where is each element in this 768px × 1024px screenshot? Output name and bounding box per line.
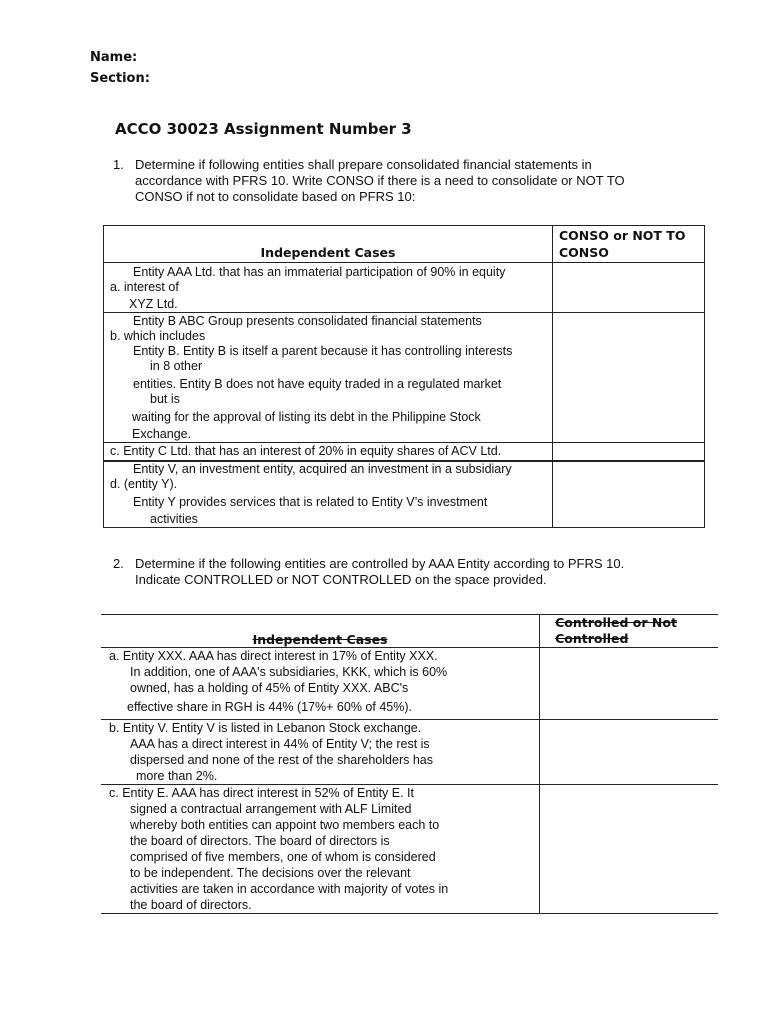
question-2 bbox=[113, 556, 693, 590]
question-1 bbox=[113, 157, 673, 207]
answer-cell-a[interactable] bbox=[552, 263, 704, 313]
answer-cell-2c[interactable] bbox=[540, 785, 718, 914]
question-2-line: Determine if the following entities are controlled by AAA Entity according to PFRS 10. bbox=[135, 556, 625, 571]
answer-cell-c[interactable] bbox=[552, 443, 704, 461]
case-c-cell: c. Entity C Ltd. that has an interest of 20% in equity shares of ACV Ltd. bbox=[104, 443, 553, 461]
case-b-cell: Entity B ABC Group presents consolidated financial statements b. which includes Entity B. Entity B is itself a parent because it has controlling interests in 8 other entities. Entity B does not have equity traded in a regulated market but is waiting for the approval of listing its debt in the Philippine Stock Exchange. bbox=[104, 313, 553, 443]
column-header-independent-cases-2: Independent Cases bbox=[101, 615, 540, 648]
column-header-independent-cases: Independent Cases bbox=[104, 226, 553, 263]
answer-cell-d[interactable] bbox=[552, 461, 704, 528]
table-row bbox=[101, 648, 718, 720]
question-1-text bbox=[135, 157, 655, 205]
question-2-text bbox=[135, 556, 695, 588]
case-d-cell: Entity V, an investment entity, acquired an investment in a subsidiary d. (entity Y). Entity Y provides services that is related to Entity V’s investment activities bbox=[104, 461, 553, 528]
case-2c-cell: c. Entity E. AAA has direct interest in 52% of Entity E. It signed a contractual arrangement with ALF Limited whereby both entities can appoint two members each to the board of directors. The board of directors is comprised of five members, one of whom is considered to be independent. The decisions over the relevant activities are taken in accordance with majority of votes in the board of directors. bbox=[101, 785, 540, 914]
answer-cell-2a[interactable] bbox=[540, 648, 718, 720]
controlled-table bbox=[101, 614, 718, 914]
conso-table-header-row bbox=[104, 226, 705, 263]
answer-cell-2b[interactable] bbox=[540, 720, 718, 785]
table-row bbox=[104, 443, 705, 461]
controlled-table-header-row bbox=[101, 615, 718, 648]
question-1-line: accordance with PFRS 10. Write CONSO if there is a need to consolidate or NOT TO bbox=[135, 173, 625, 188]
answer-cell-b[interactable] bbox=[552, 313, 704, 443]
table-row bbox=[104, 461, 705, 528]
question-2-number: 2. bbox=[113, 556, 124, 571]
case-2b-cell: b. Entity V. Entity V is listed in Lebanon Stock exchange. AAA has a direct interest in 44% of Entity V; the rest is dispersed and none of the rest of the shareholders has more than 2%. bbox=[101, 720, 540, 785]
question-1-line: CONSO if not to consolidate based on PFRS 10: bbox=[135, 189, 416, 204]
assignment-title: ACCO 30023 Assignment Number 3 bbox=[115, 120, 412, 138]
case-2a-cell: a. Entity XXX. AAA has direct interest in 17% of Entity XXX. In addition, one of AAA's subsidiaries, KKK, which is 60% owned, has a holding of 45% of Entity XXX. ABC's effective share in RGH is 44% (17%+ 60% of 45%). bbox=[101, 648, 540, 720]
section-label: Section: bbox=[90, 71, 150, 86]
question-1-line: Determine if following entities shall prepare consolidated financial statements in bbox=[135, 157, 592, 172]
question-2-line: Indicate CONTROLLED or NOT CONTROLLED on the space provided. bbox=[135, 572, 547, 587]
table-row bbox=[101, 785, 718, 914]
table-row bbox=[101, 720, 718, 785]
column-header-conso: CONSO or NOT TO CONSO bbox=[552, 226, 704, 263]
table-row bbox=[104, 313, 705, 443]
table-row bbox=[104, 263, 705, 313]
column-header-controlled: Controlled or Not Controlled bbox=[540, 615, 718, 648]
conso-table bbox=[103, 225, 705, 528]
case-a-cell: Entity AAA Ltd. that has an immaterial participation of 90% in equity a. interest of XYZ Ltd. bbox=[104, 263, 553, 313]
question-1-number: 1. bbox=[113, 157, 124, 172]
name-label: Name: bbox=[90, 50, 138, 65]
